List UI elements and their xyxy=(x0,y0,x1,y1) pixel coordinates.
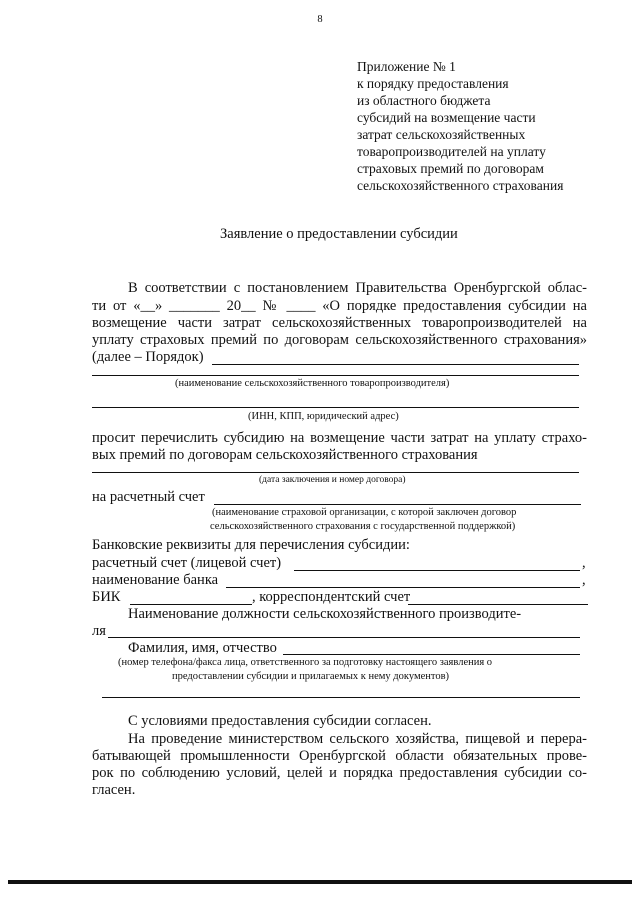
appendix-line: товаропроизводителей на уплату xyxy=(357,144,546,159)
appendix-line: к порядку предоставления xyxy=(357,76,509,91)
comma: , xyxy=(582,555,586,571)
bik-label: БИК xyxy=(92,589,121,605)
agreement-line: На проведение министерством сельского хозяйства, пищевой и перера- xyxy=(128,731,587,747)
appendix-line: страховых премий по договорам xyxy=(357,161,544,176)
bank-name-label: наименование банка xyxy=(92,572,219,588)
appendix-line: из областного бюджета xyxy=(357,93,491,108)
insurer-caption-2: сельскохозяйственного страхования с государственной поддержкой) xyxy=(210,521,516,532)
agreement-line: рок по соблюдению условий, целей и порядка предоставления субсидии со- xyxy=(92,765,587,781)
intro-line: В соответствии с постановлением Правительства Оренбургской облас- xyxy=(128,280,587,296)
bank-details-title: Банковские реквизиты для перечисления субсидии: xyxy=(92,537,410,553)
producer-name-caption: (наименование сельскохозяйственного товаропроизводителя) xyxy=(175,378,450,389)
page-number: 8 xyxy=(317,14,323,25)
contract-caption: (дата заключения и номер договора) xyxy=(259,475,406,485)
producer-name-field[interactable] xyxy=(92,375,579,376)
phone-caption-1: (номер телефона/факса лица, ответственного за подготовку настоящего заявления о xyxy=(118,657,493,668)
intro-line: ти от «__» _______ 20__ № ____ «О порядке предоставления субсидии на xyxy=(92,298,587,314)
phone-field[interactable] xyxy=(102,697,580,698)
intro-line: возмещение части затрат сельскохозяйственных товаропроизводителей на xyxy=(92,315,587,331)
appendix-line: затрат сельскохозяйственных xyxy=(357,127,526,142)
agreement-line: батывающей промышленности Оренбургской области обязательных прове- xyxy=(92,748,587,764)
position-label-cont: ля xyxy=(92,623,106,639)
bik-field[interactable] xyxy=(130,604,252,605)
full-name-field[interactable] xyxy=(283,654,580,655)
document-title: Заявление о предоставлении субсидии xyxy=(220,226,458,242)
phone-caption-2: предоставлении субсидии и прилагаемых к нему документов) xyxy=(172,671,450,682)
request-line: просит перечислить субсидию на возмещение части затрат на уплату страхо- xyxy=(92,430,587,446)
position-label: Наименование должности сельскохозяйственного производите- xyxy=(128,606,522,622)
account-field[interactable] xyxy=(214,504,581,505)
inn-caption: (ИНН, КПП, юридический адрес) xyxy=(248,411,399,422)
settlement-account-label: расчетный счет (лицевой счет) xyxy=(92,555,282,571)
insurer-caption-1: (наименование страховой организации, с которой заключен договор xyxy=(212,507,517,518)
comma: , xyxy=(582,572,586,588)
full-name-label: Фамилия, имя, отчество xyxy=(128,640,277,656)
appendix-line: сельскохозяйственного страхования xyxy=(357,178,564,193)
contract-field[interactable] xyxy=(92,472,579,473)
corr-account-field[interactable] xyxy=(408,604,588,605)
account-label: на расчетный счет xyxy=(92,489,205,505)
order-blank-line[interactable] xyxy=(212,364,579,365)
intro-line: (далее – Порядок) xyxy=(92,349,204,365)
appendix-line: Приложение № 1 xyxy=(357,59,456,74)
appendix-line: субсидий на возмещение части xyxy=(357,110,536,125)
intro-line: уплату страховых премий по договорам сельскохозяйственного страхования» xyxy=(92,332,587,348)
agreement-line: гласен. xyxy=(92,782,136,798)
conditions-agreement: С условиями предоставления субсидии согласен. xyxy=(128,713,432,729)
request-line: вых премий по договорам сельскохозяйственного страхования xyxy=(92,447,478,463)
bottom-border xyxy=(8,880,632,884)
position-field[interactable] xyxy=(108,637,580,638)
bank-name-field[interactable] xyxy=(226,587,580,588)
settlement-account-field[interactable] xyxy=(294,570,580,571)
corr-account-label: , корреспондентский счет xyxy=(252,589,411,605)
inn-field[interactable] xyxy=(92,407,579,408)
